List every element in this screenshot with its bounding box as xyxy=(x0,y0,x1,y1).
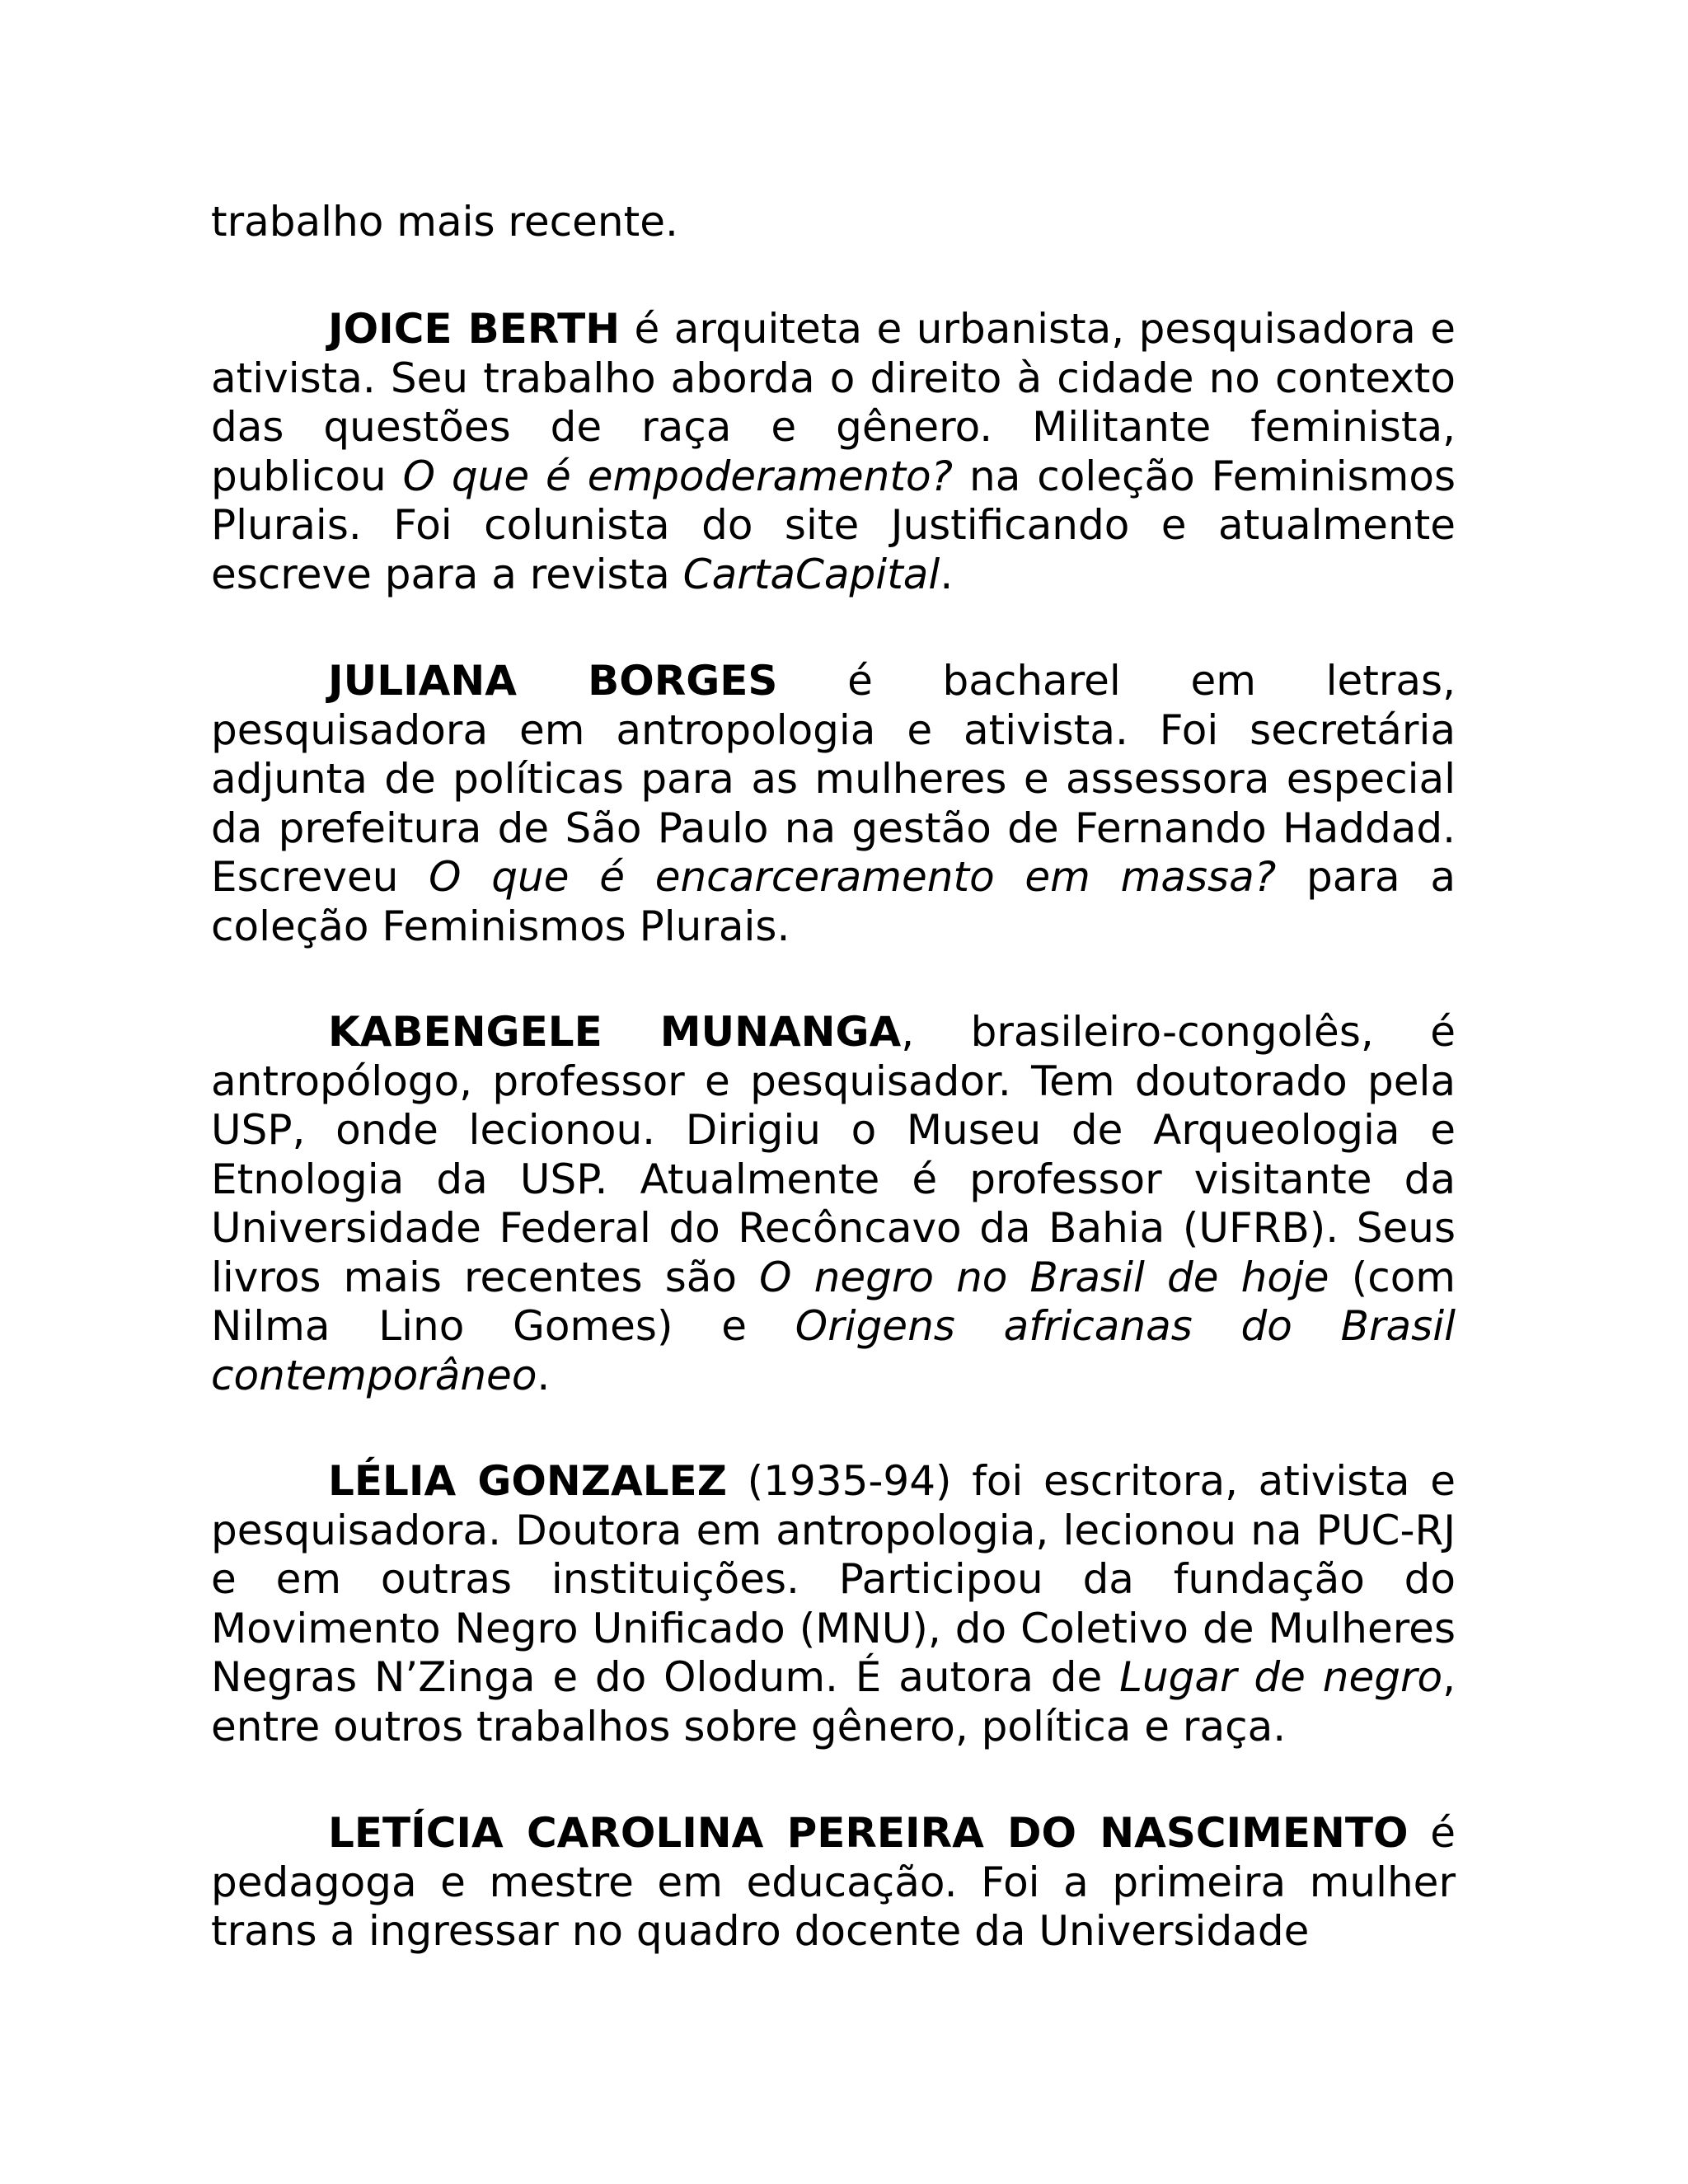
bio-lelia-gonzalez xyxy=(211,1457,1456,1751)
bio-joice-berth xyxy=(211,305,1456,599)
book-title: O que é empoderamento? xyxy=(402,452,954,500)
bio-text: . xyxy=(537,1351,551,1399)
author-name: JOICE BERTH xyxy=(328,305,621,353)
bio-text: na coleção Feminismos Plurais. Foi colunista do site Justificando e atualmente escreve para a revista xyxy=(211,452,1456,598)
author-name: LÉLIA GONZALEZ xyxy=(328,1457,727,1505)
bio-kabengele-munanga xyxy=(211,1008,1456,1400)
bio-text: (1935-94) foi escritora, ativista e pesquisadora. Doutora em antropologia, lecionou na PUC-RJ e em outras instituições. Participou da fundação do Movimento Negro Unificado (MNU), do Coletivo de Mulheres Negras N’Zinga e do Olodum. É autora de xyxy=(211,1457,1456,1701)
continuation-text: trabalho mais recente. xyxy=(211,198,678,246)
bio-juliana-borges xyxy=(211,657,1456,951)
book-title: O negro no Brasil de hoje xyxy=(759,1253,1329,1301)
book-title: Lugar de negro xyxy=(1119,1653,1443,1701)
bio-text: é pedagoga e mestre em educação. Foi a primeira mulher trans a ingressar no quadro docente da Universidade xyxy=(211,1809,1456,1955)
book-title: Origens africanas do Brasil contemporâneo xyxy=(211,1302,1456,1399)
bio-text: (com Nilma Lino Gomes) e xyxy=(211,1253,1456,1350)
author-name: JULIANA BORGES xyxy=(328,657,778,705)
bio-text: , brasileiro-congolês, é antropólogo, professor e pesquisador. Tem doutorado pela USP, onde lecionou. Dirigiu o Museu de Arqueologia e Etnologia da USP. Atualmente é professor visitante da Universidade Federal do Recôncavo da Bahia (UFRB). Seus livros mais recentes são xyxy=(211,1008,1456,1301)
publication-title: CartaCapital xyxy=(682,550,940,598)
bio-text: para a coleção Feminismos Plurais. xyxy=(211,853,1456,950)
author-name: KABENGELE MUNANGA xyxy=(328,1008,902,1056)
bio-text: é bacharel em letras, pesquisadora em antropologia e ativista. Foi secretária adjunta de políticas para as mulheres e assessora especial da prefeitura de São Paulo na gestão de Fernando Haddad. Escreveu xyxy=(211,657,1456,901)
bio-leticia-nascimento xyxy=(211,1809,1456,1957)
bio-text: . xyxy=(940,550,954,598)
bio-text: é arquiteta e urbanista, pesquisadora e ativista. Seu trabalho aborda o direito à cidade no contexto das questões de raça e gênero. Militante feminista, publicou xyxy=(211,305,1456,500)
bio-text: , entre outros trabalhos sobre gênero, política e raça. xyxy=(211,1653,1456,1750)
author-name: LETÍCIA CAROLINA PEREIRA DO NASCIMENTO xyxy=(328,1809,1409,1857)
book-title: O que é encarceramento em massa? xyxy=(429,853,1277,901)
